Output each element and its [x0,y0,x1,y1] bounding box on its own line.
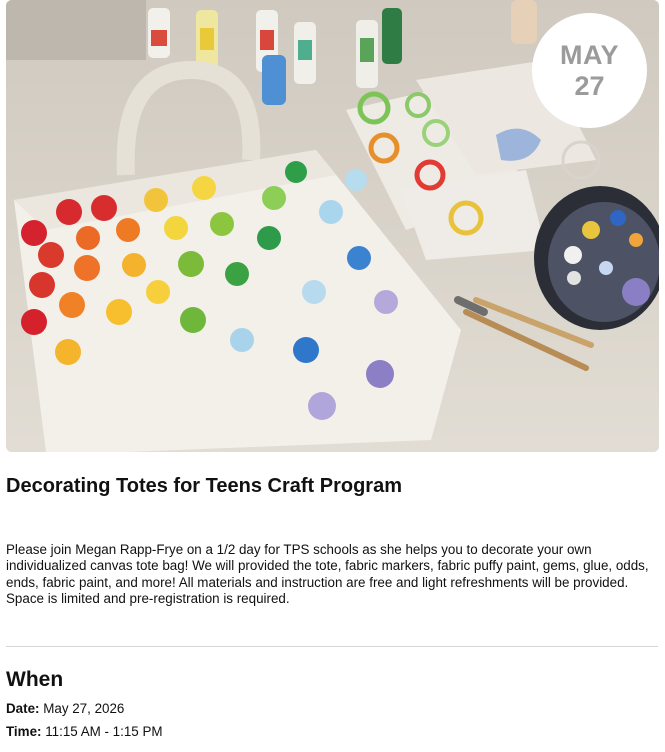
date-badge-month: MAY [559,39,620,70]
event-time-row [6,724,163,739]
time-label: Time: [6,724,46,739]
event-description: Please join Megan Rapp-Frye on a 1/2 day for TPS schools as she helps you to decorate your own individualized canvas tote bag! We will provided the tote, fabric markers, fabric puffy paint, gems, glue, odds, ends, fabric paint, and more! All materials and instruction are free and light refreshments will be provided. Space is limited and pre-registration is required. [6,542,649,606]
date-value: May 27, 2026 [43,701,125,716]
event-date-row [6,701,124,716]
date-badge [532,13,647,128]
time-value: 11:15 AM - 1:15 PM [45,724,163,739]
when-heading: When [6,668,64,691]
section-divider [6,646,658,647]
date-label: Date: [6,701,44,716]
date-badge-day: 27 [574,70,605,101]
event-title: Decorating Totes for Teens Craft Program [6,475,402,497]
